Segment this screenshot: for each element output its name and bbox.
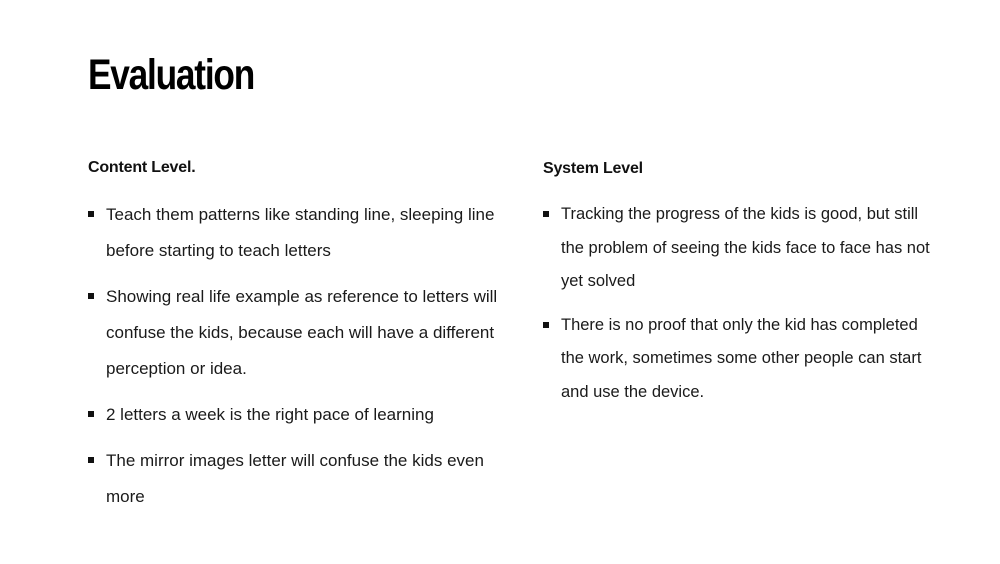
list-item-text: 2 letters a week is the right pace of learning	[106, 405, 434, 424]
bullet-square-icon	[543, 322, 549, 328]
bullet-square-icon	[88, 293, 94, 299]
list-item-text: There is no proof that only the kid has completed the work, sometimes some other people can start and use the device.	[561, 315, 922, 401]
list-item	[88, 197, 508, 269]
content-level-list	[88, 197, 508, 515]
system-level-heading: System Level	[543, 160, 643, 177]
bullet-square-icon	[88, 211, 94, 217]
content-level-section	[88, 158, 508, 525]
list-item	[88, 443, 508, 515]
list-item	[88, 397, 508, 433]
system-level-list	[543, 198, 943, 409]
content-level-heading: Content Level.	[88, 159, 196, 176]
list-item	[543, 309, 943, 410]
list-item-text: The mirror images letter will confuse the kids even more	[106, 451, 484, 506]
bullet-square-icon	[543, 211, 549, 217]
slide-title: Evaluation	[88, 51, 254, 99]
list-item	[543, 198, 943, 299]
system-level-section	[543, 158, 943, 419]
bullet-square-icon	[88, 457, 94, 463]
list-item	[88, 279, 508, 387]
bullet-square-icon	[88, 411, 94, 417]
list-item-text: Showing real life example as reference to letters will confuse the kids, because each will have a different perception or idea.	[106, 287, 498, 378]
list-item-text: Tracking the progress of the kids is good, but still the problem of seeing the kids face to face has not yet solved	[561, 205, 930, 290]
list-item-text: Teach them patterns like standing line, sleeping line before starting to teach letters	[106, 205, 495, 260]
